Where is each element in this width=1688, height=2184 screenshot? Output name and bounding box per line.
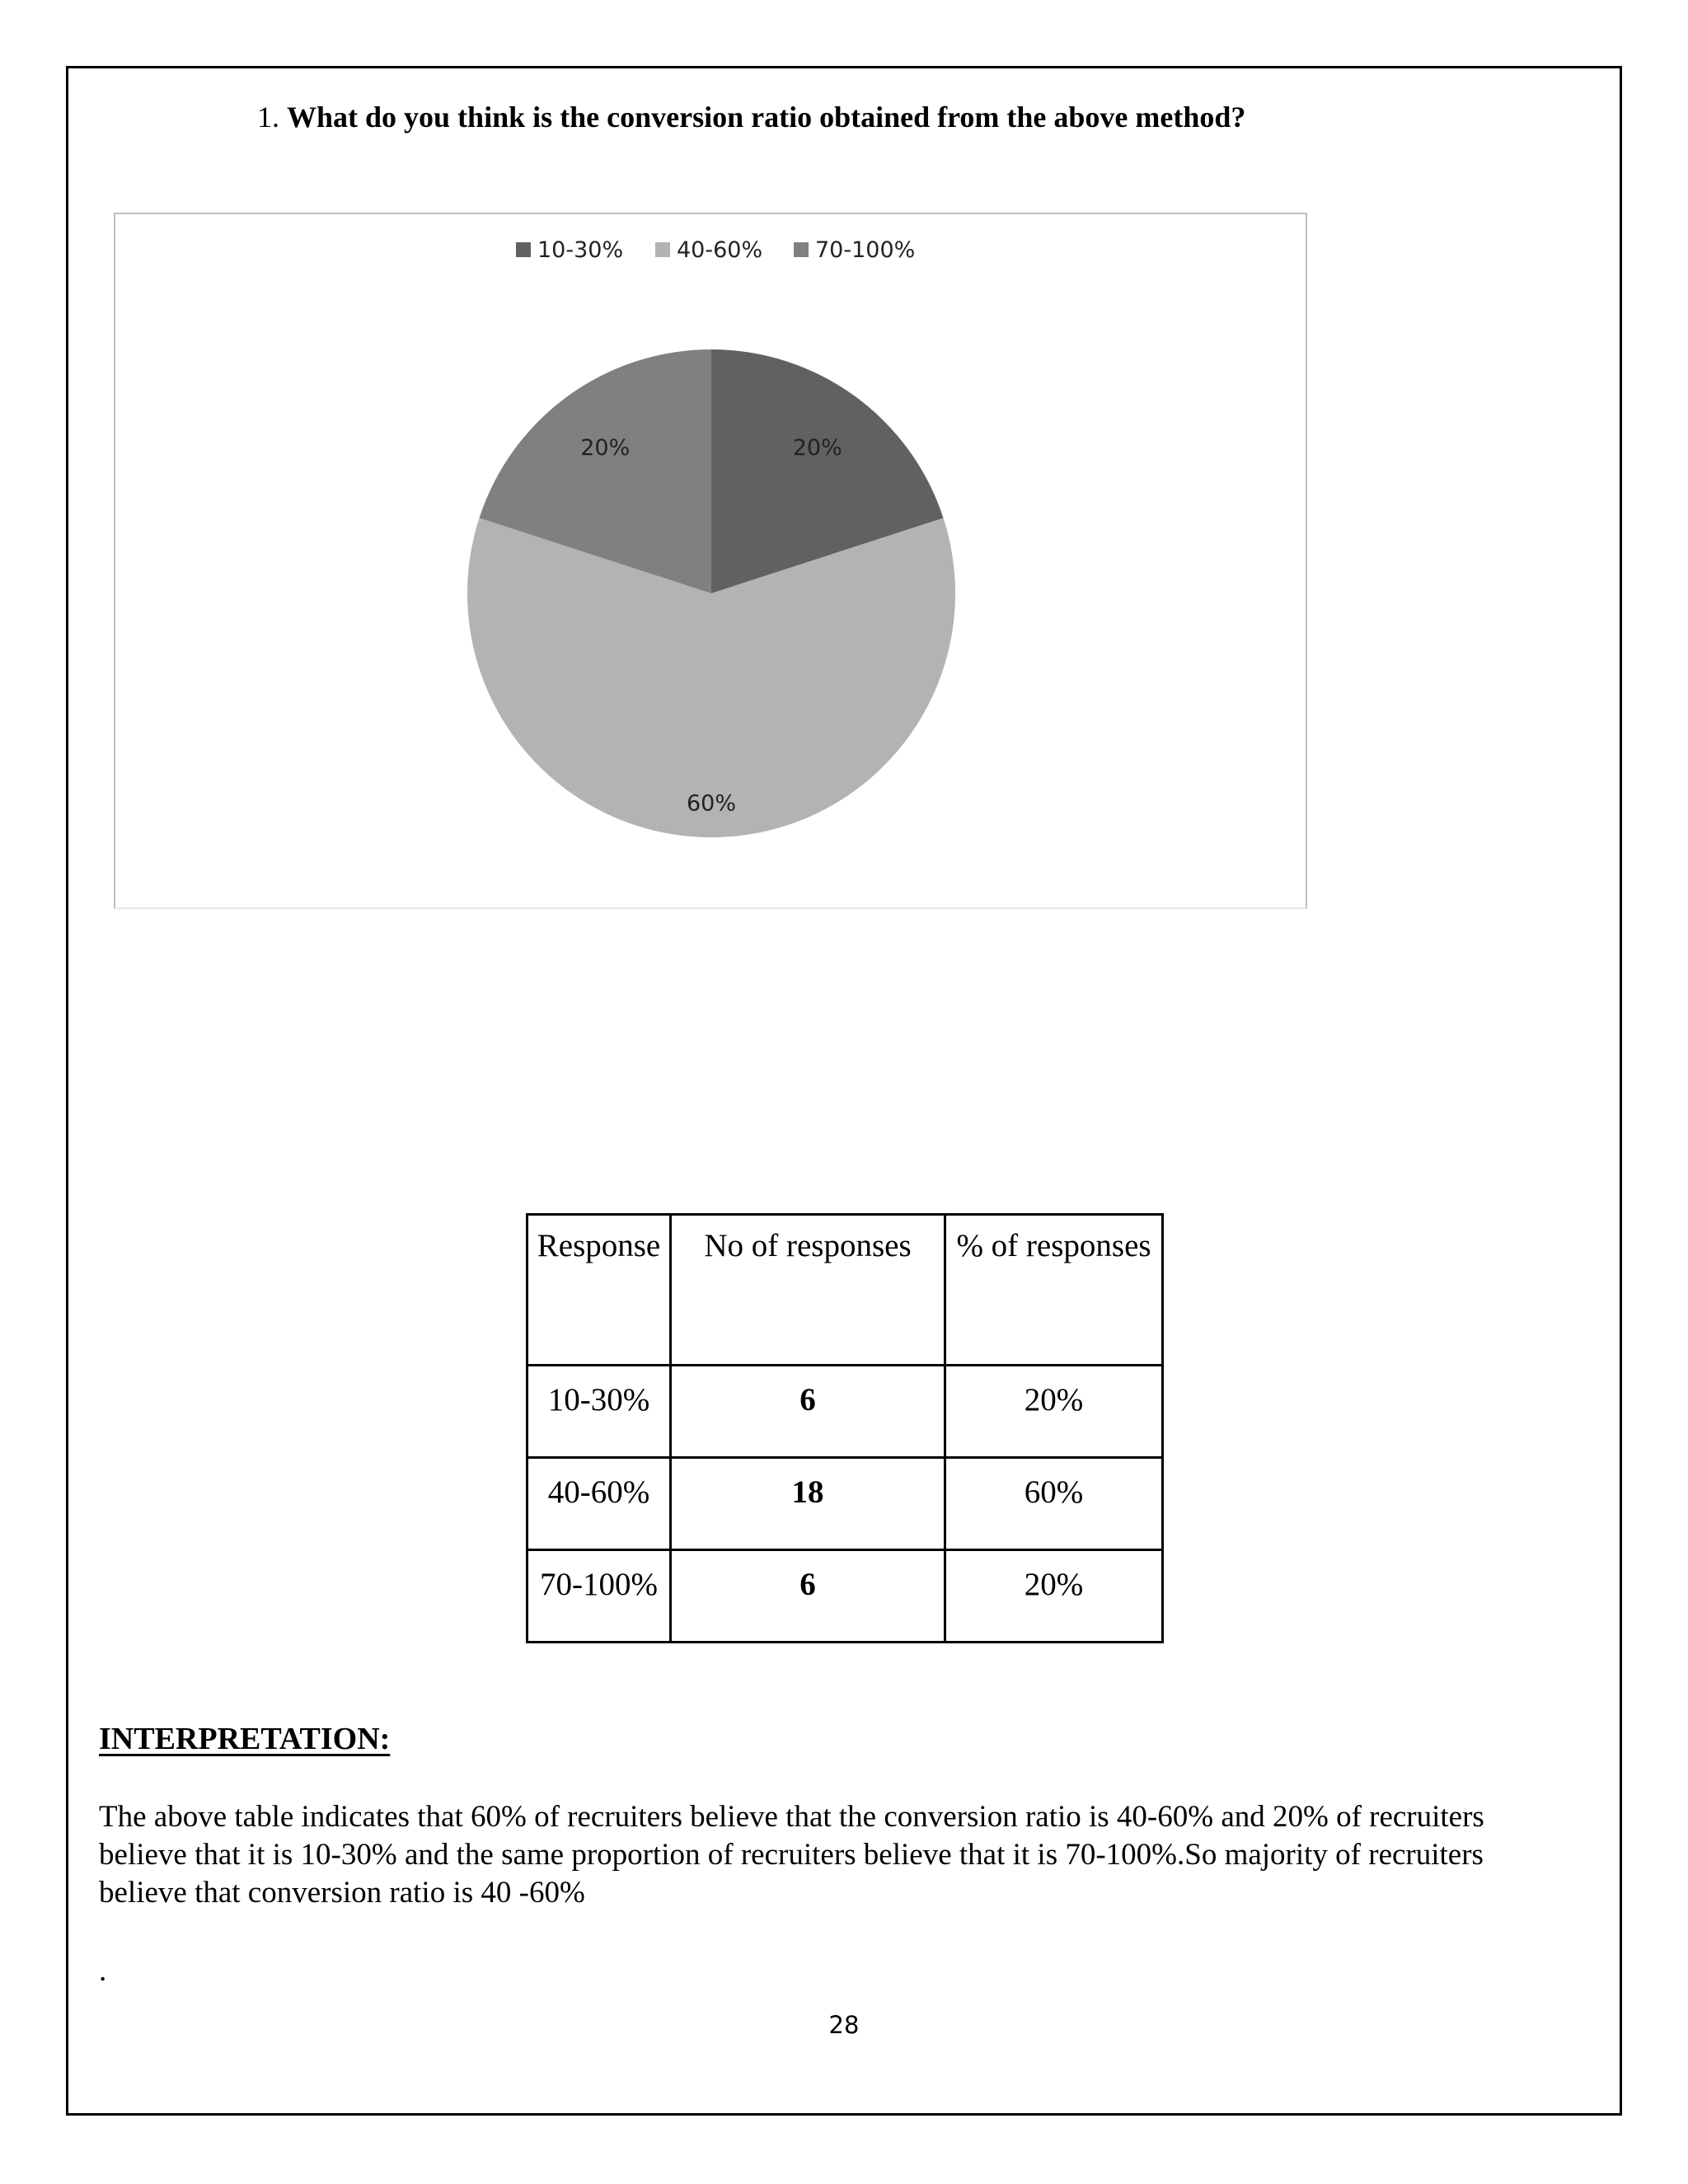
cell-count: 18 (671, 1458, 945, 1550)
data-label-40-60: 60% (686, 790, 737, 817)
table-header-row (528, 1215, 1163, 1366)
header-response: Response (528, 1215, 671, 1366)
pie-slices (467, 349, 955, 837)
question-heading (257, 97, 1576, 137)
question-text: What do you think is the conversion ratio obtained from the above method? (287, 101, 1246, 134)
pie-chart (114, 213, 1307, 909)
cell-percent: 20% (945, 1550, 1163, 1643)
chart-legend (516, 237, 915, 263)
header-no-of-responses: No of responses (671, 1215, 945, 1366)
legend-label-70-100: 70-100% (815, 237, 916, 263)
cell-response: 10-30% (528, 1366, 671, 1458)
legend-swatch-10-30 (516, 242, 531, 257)
cell-response: 70-100% (528, 1550, 671, 1643)
table-row (528, 1366, 1163, 1458)
trailing-dot: . (99, 1954, 107, 1988)
cell-response: 40-60% (528, 1458, 671, 1550)
interpretation-paragraph: The above table indicates that 60% of recruiters believe that the conversion ratio is 40-60% and 20% of recruiters believe that it is 10-30% and the same proportion of recruiters believe that it is 70-100%.So majority of recruiters believe that conversion ratio is 40 -60% (99, 1800, 1484, 1910)
cell-count: 6 (671, 1366, 945, 1458)
legend-label-40-60: 40-60% (677, 237, 763, 263)
interpretation-heading: INTERPRETATION: (99, 1722, 391, 1756)
legend-label-10-30: 10-30% (537, 237, 624, 263)
table-row (528, 1550, 1163, 1643)
cell-percent: 20% (945, 1366, 1163, 1458)
data-label-10-30: 20% (792, 434, 842, 461)
header-percent-of-responses: % of responses (945, 1215, 1163, 1366)
page-number: 28 (828, 2011, 860, 2039)
data-label-70-100: 20% (580, 434, 631, 461)
legend-swatch-40-60 (655, 242, 670, 257)
cell-count: 6 (671, 1550, 945, 1643)
responses-table (526, 1213, 1164, 1643)
question-number: 1. (257, 101, 279, 134)
table-row (528, 1458, 1163, 1550)
pie-chart-svg (115, 214, 1306, 907)
legend-swatch-70-100 (794, 242, 809, 257)
cell-percent: 60% (945, 1458, 1163, 1550)
